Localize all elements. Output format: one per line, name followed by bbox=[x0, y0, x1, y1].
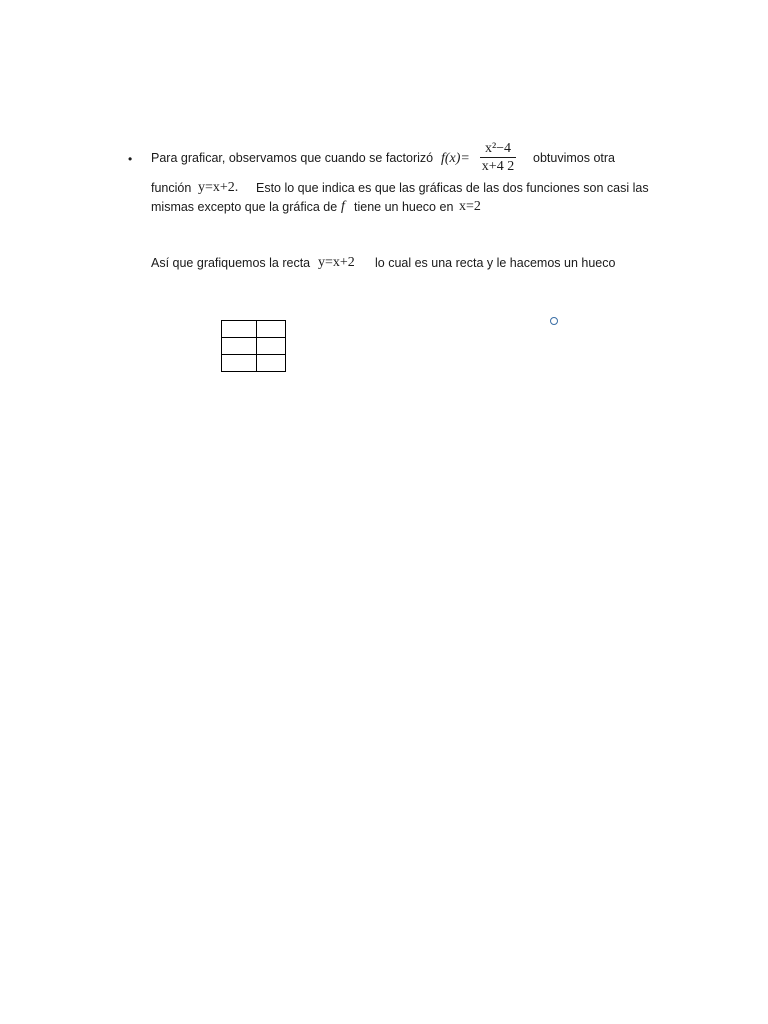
function-lhs bbox=[441, 151, 470, 167]
table-cell[interactable] bbox=[257, 338, 286, 355]
function-lhs-expr: f(x)= bbox=[441, 151, 470, 166]
intro-text-end: obtuvimos otra bbox=[533, 151, 615, 165]
intro-text: Para graficar, observamos que cuando se factorizó bbox=[151, 151, 434, 165]
para2-equation: y=x+2 bbox=[318, 255, 355, 270]
table-cell[interactable] bbox=[257, 355, 286, 372]
table-cell[interactable] bbox=[222, 338, 257, 355]
table-row bbox=[222, 321, 286, 338]
line2-text: Esto lo que indica es que las gráficas de las dos funciones son casi las bbox=[256, 181, 649, 195]
fraction-numerator: x²−4 bbox=[484, 141, 512, 156]
table-cell[interactable] bbox=[222, 321, 257, 338]
line3-f bbox=[341, 199, 345, 215]
line3-text2: tiene un hueco en bbox=[354, 200, 454, 214]
para2-text-start: Así que grafiquemos la recta bbox=[151, 256, 311, 270]
line3-text: mismas excepto que la gráfica de bbox=[151, 200, 338, 214]
bullet: • bbox=[128, 152, 133, 166]
table-row bbox=[222, 355, 286, 372]
line3-x: x=2 bbox=[459, 199, 481, 214]
table-cell[interactable] bbox=[257, 321, 286, 338]
hole-marker-icon[interactable] bbox=[550, 317, 558, 325]
fraction-denominator: x+4 2 bbox=[481, 159, 515, 174]
values-table bbox=[221, 320, 286, 372]
line3-f-symbol: f bbox=[341, 199, 345, 214]
line2-equation: y=x+2. bbox=[198, 180, 239, 195]
para2-text-end: lo cual es una recta y le hacemos un hueco bbox=[375, 256, 616, 270]
fraction bbox=[478, 140, 518, 175]
table-cell[interactable] bbox=[222, 355, 257, 372]
table-row bbox=[222, 338, 286, 355]
line2-start: función bbox=[151, 181, 192, 195]
